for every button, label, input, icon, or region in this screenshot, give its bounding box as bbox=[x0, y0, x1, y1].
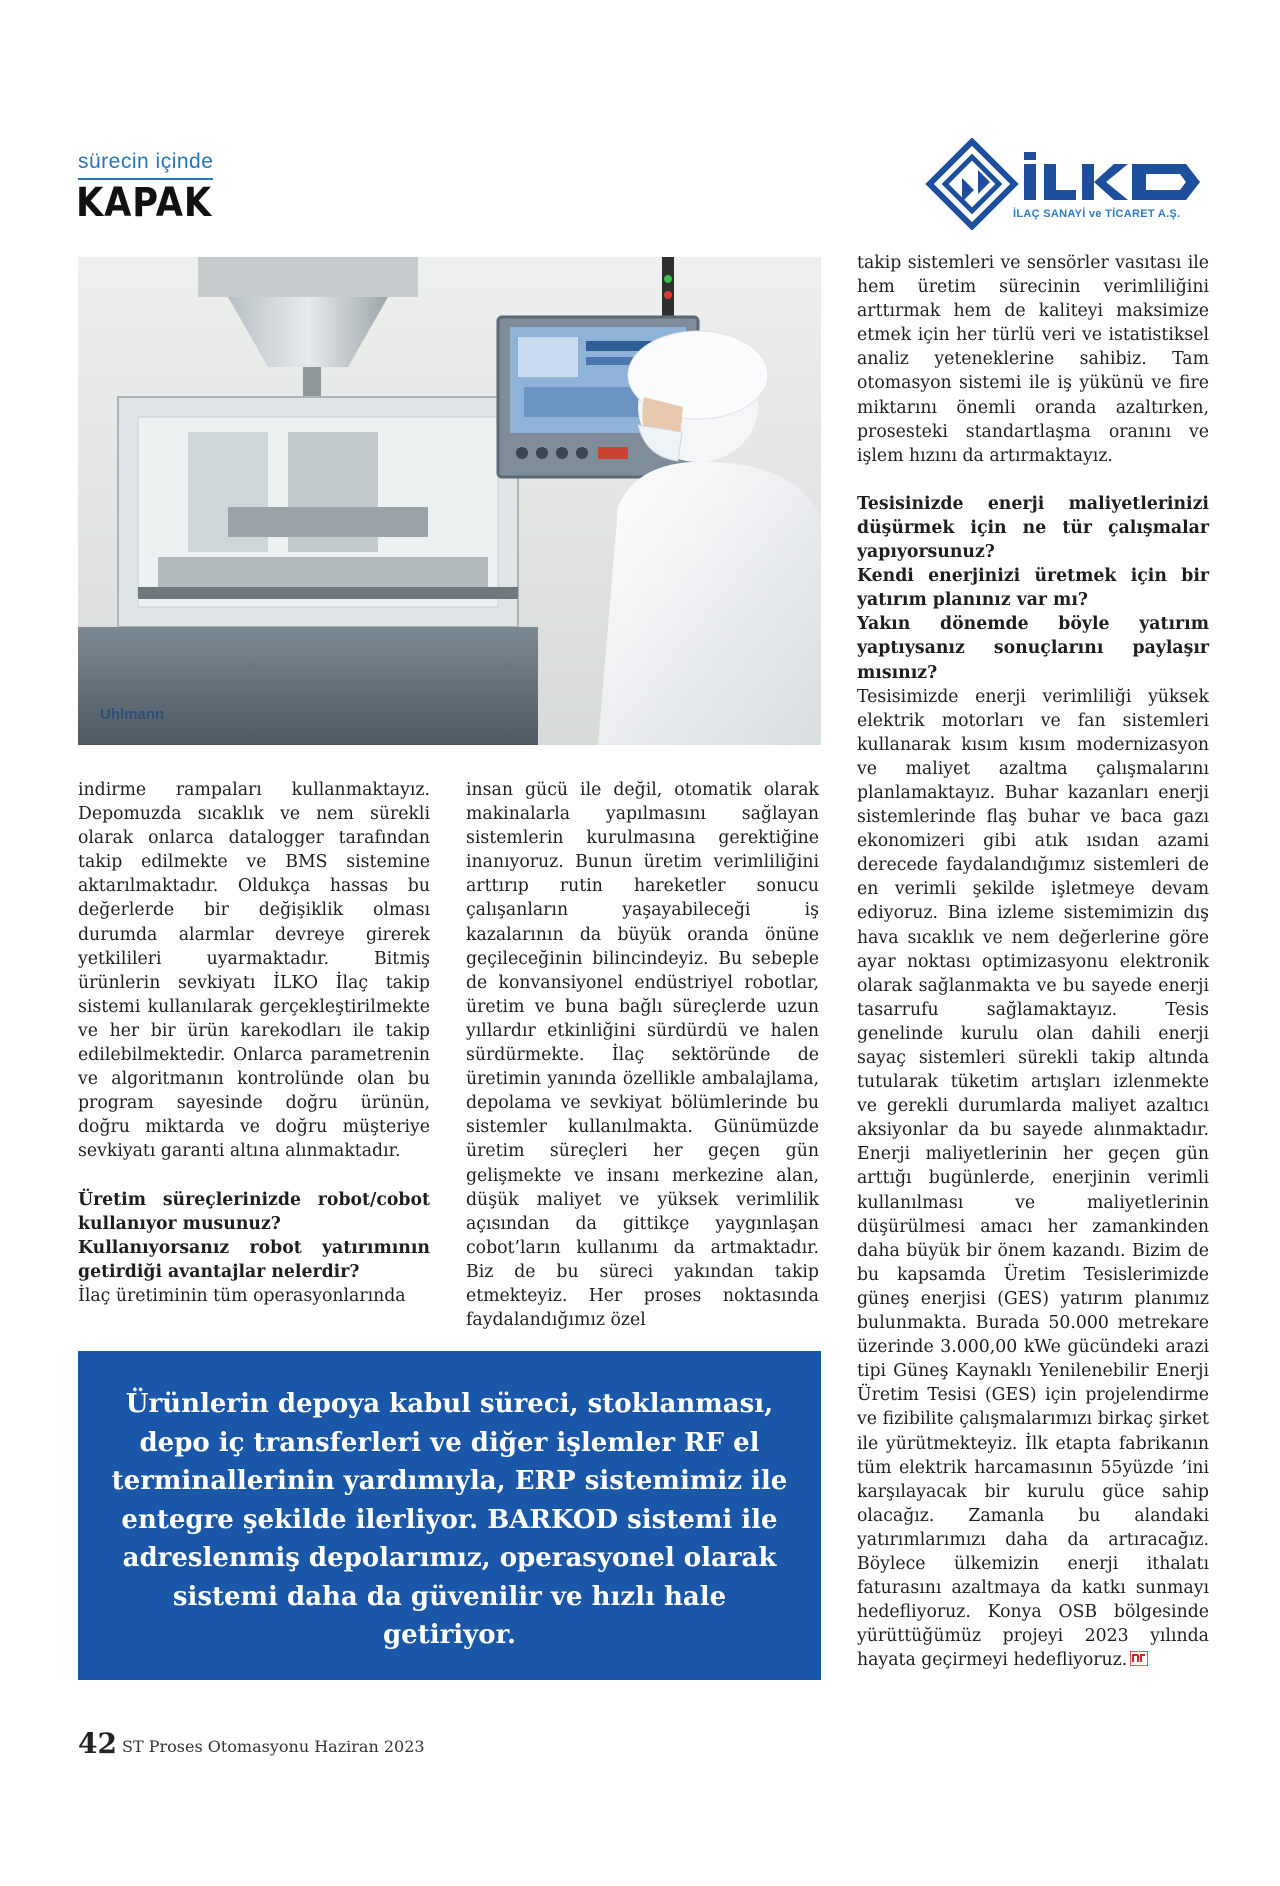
article-photo bbox=[78, 257, 821, 745]
paragraph-gap bbox=[857, 468, 1209, 492]
article-column-2 bbox=[466, 778, 819, 1332]
closing-paragraph-text: Tesisimizde enerji verimliliği yüksek elektrik motorları ve fan sistemleri kullanarak kısım kısım modernizasyon ve maliyet azaltma çalışmalarını planlamaktayız. Buhar kazanları enerji sistemlerinde flaş buhar ve baca gazı ekonomizeri gibi atık ısıdan azami derecede faydalandığımız sistemleri de en verimli şekilde işletmeye devam ediyoruz. Bina izleme sistemimizin dış hava sıcaklık ve nem değerlerine göre ayar noktası optimizasyonu elektronik olarak sağlanmakta ve bu sayede enerji tasarrufu sağlamaktayız. Tesis genelinde kurulu olan dahili enerji sayaç sistemleri sürekli takip altında tutularak tüketim artışları izlenmekte ve gerekli durumlarda maliyet azaltıcı aksiyonlar da bu sayede alınmaktadır. Enerji maliyetlerinin her geçen gün arttığı bugünlerde, enerjinin verimli kullanılması ve maliyetlerinin düşürülmesi amacı her zamankinden daha büyük bir önem kazandı. Bizim de bu kapsamda Üretim Tesislerimizde güneş enerjisi (GES) yatırım planımız bulunmakta. Burada 50.000 metrekare üzerinde 3.000,00 kWe gücündeki arazi tipi Güneş Kaynaklı Yenilenebilir Enerji Üretim Tesisi (GES) için projelendirme ve fizibilite çalışmalarımızı birkaç şirket ile yürütmekteyiz. İlk etapta fabrikanın tüm elektrik harcamasının 55yüzde ’ini karşılayacak bir kurulu güce sahip olacağız. Zamanla bu alandaki yatırımlarımızı daha da artıracağız. Böylece ülkemizin enerji ithalatı faturasını azaltmaya da katkı sunmayı hedefliyoruz. Konya OSB bölgesinde yürüttüğümüz projeyi 2023 yılında hayata geçirmeyi hedefliyoruz. bbox=[857, 686, 1209, 1671]
article-column-1 bbox=[78, 778, 430, 1308]
interview-question: Kullanıyorsanız robot yatırımının getirdiği avantajlar nelerdir? bbox=[78, 1237, 430, 1282]
paragraph-gap bbox=[78, 1164, 430, 1188]
article-column-3 bbox=[857, 251, 1209, 1672]
body-paragraph: İlaç üretiminin tüm operasyonlarında bbox=[78, 1285, 406, 1306]
production-line-photo bbox=[78, 257, 821, 745]
interview-question: Yakın dönemde böyle yatırım yaptıysanız sonuçlarını paylaşır mısınız? bbox=[857, 614, 1209, 683]
pull-quote-text: Ürünlerin depoya kabul süreci, stoklanması, depo iç transferleri ve diğer işlemler RF el terminallerinin yardımıyla, ERP sistemimiz ile entegre şekilde ilerliyor. BARKOD sistemi ile adreslenmiş depolarımız, operasyonel olarak sistemi daha da güvenilir ve hızlı hale getiriyor. bbox=[111, 1389, 788, 1650]
interview-question: Üretim süreçlerinizde robot/cobot kullanıyor musunuz? bbox=[78, 1189, 430, 1234]
interview-question: Kendi enerjinizi üretmek için bir yatırım planınız var mı? bbox=[857, 566, 1209, 611]
body-paragraph: indirme rampaları kullanmaktayız. Depomuzda sıcaklık ve nem sürekli olarak onlarca datalogger tarafından takip edilmekte ve BMS sistemine aktarılmaktadır. Oldukça hassas bu değerlerde bir değişiklik olması durumda alarmlar devreye girerek yetkilileri uyarmaktadır. Bitmiş ürünlerin sevkiyatı İLKO İlaç takip sistemi kullanılarak gerçekleştirilmekte ve her bir ürün karekodları ile takip edilebilmektedir. Onlarca parametrenin ve algoritmanın kontrolünde olan bu program sayesinde doğru ürünün, doğru miktarda ve doğru müşteriye sevkiyatı garanti altına alınmaktadır. bbox=[78, 780, 430, 1162]
body-paragraph: takip sistemleri ve sensörler vasıtası ile hem üretim sürecinin verimliliğini arttırmak hem de kaliteyi maksimize etmek için her türlü veri ve istatistiksel analiz yeteneklerine sahibiz. Tam otomasyon sistemi ile iş yükünü ve fire miktarını önemli oranda azaltırken, prosesteki standartlaşma oranını ve işlem hızını da artırmaktayız. bbox=[857, 253, 1209, 466]
publication-footer: ST Proses Otomasyonu Haziran 2023 bbox=[122, 1737, 425, 1756]
section-kicker: sürecin içinde bbox=[78, 150, 214, 173]
page-number: 42 bbox=[78, 1727, 117, 1760]
interview-question: Tesisinizde enerji maliyetlerinizi düşürmek için ne tür çalışmalar yapıyorsunuz? bbox=[857, 493, 1209, 563]
end-mark-icon bbox=[1130, 1649, 1148, 1664]
pull-quote-box bbox=[78, 1351, 821, 1680]
body-paragraph bbox=[857, 685, 1209, 1673]
logo-subtitle: İLAÇ SANAYİ ve TİCARET A.Ş. bbox=[1013, 208, 1181, 220]
section-title: KAPAK bbox=[76, 180, 213, 226]
machine-brand-label: Uhlmann bbox=[100, 706, 165, 723]
body-paragraph: insan gücü ile değil, otomatik olarak makinalarla yapılmasını sağlayan sistemlerin kurulmasına gerektiğine inanıyoruz. Bunun üretim verimliliğini arttırıp rutin hareketler sonucu çalışanların yaşayabileceği iş kazalarının da büyük oranda önüne geçileceğinin bilincindeyiz. Bu sebeple de konvansiyonel endüstriyel robotlar, üretim ve buna bağlı süreçlerde uzun yıllardır etkinliğini sürdürdü ve halen sürdürmekte. İlaç sektöründe de üretimin yanında özellikle ambalajlama, depolama ve sevkiyat bölümlerinde bu sistemler kullanılmakta. Günümüzde üretim süreçleri her geçen gün gelişmekte ve insanı merkezine alan, düşük maliyet ve yüksek verimlilik açısından da gittikçe yaygınlaşan cobot’ların kullanımı da artmaktadır. Biz de bu süreci yakından takip etmekteyiz. Her proses noktasında faydalandığımız özel bbox=[466, 780, 819, 1331]
